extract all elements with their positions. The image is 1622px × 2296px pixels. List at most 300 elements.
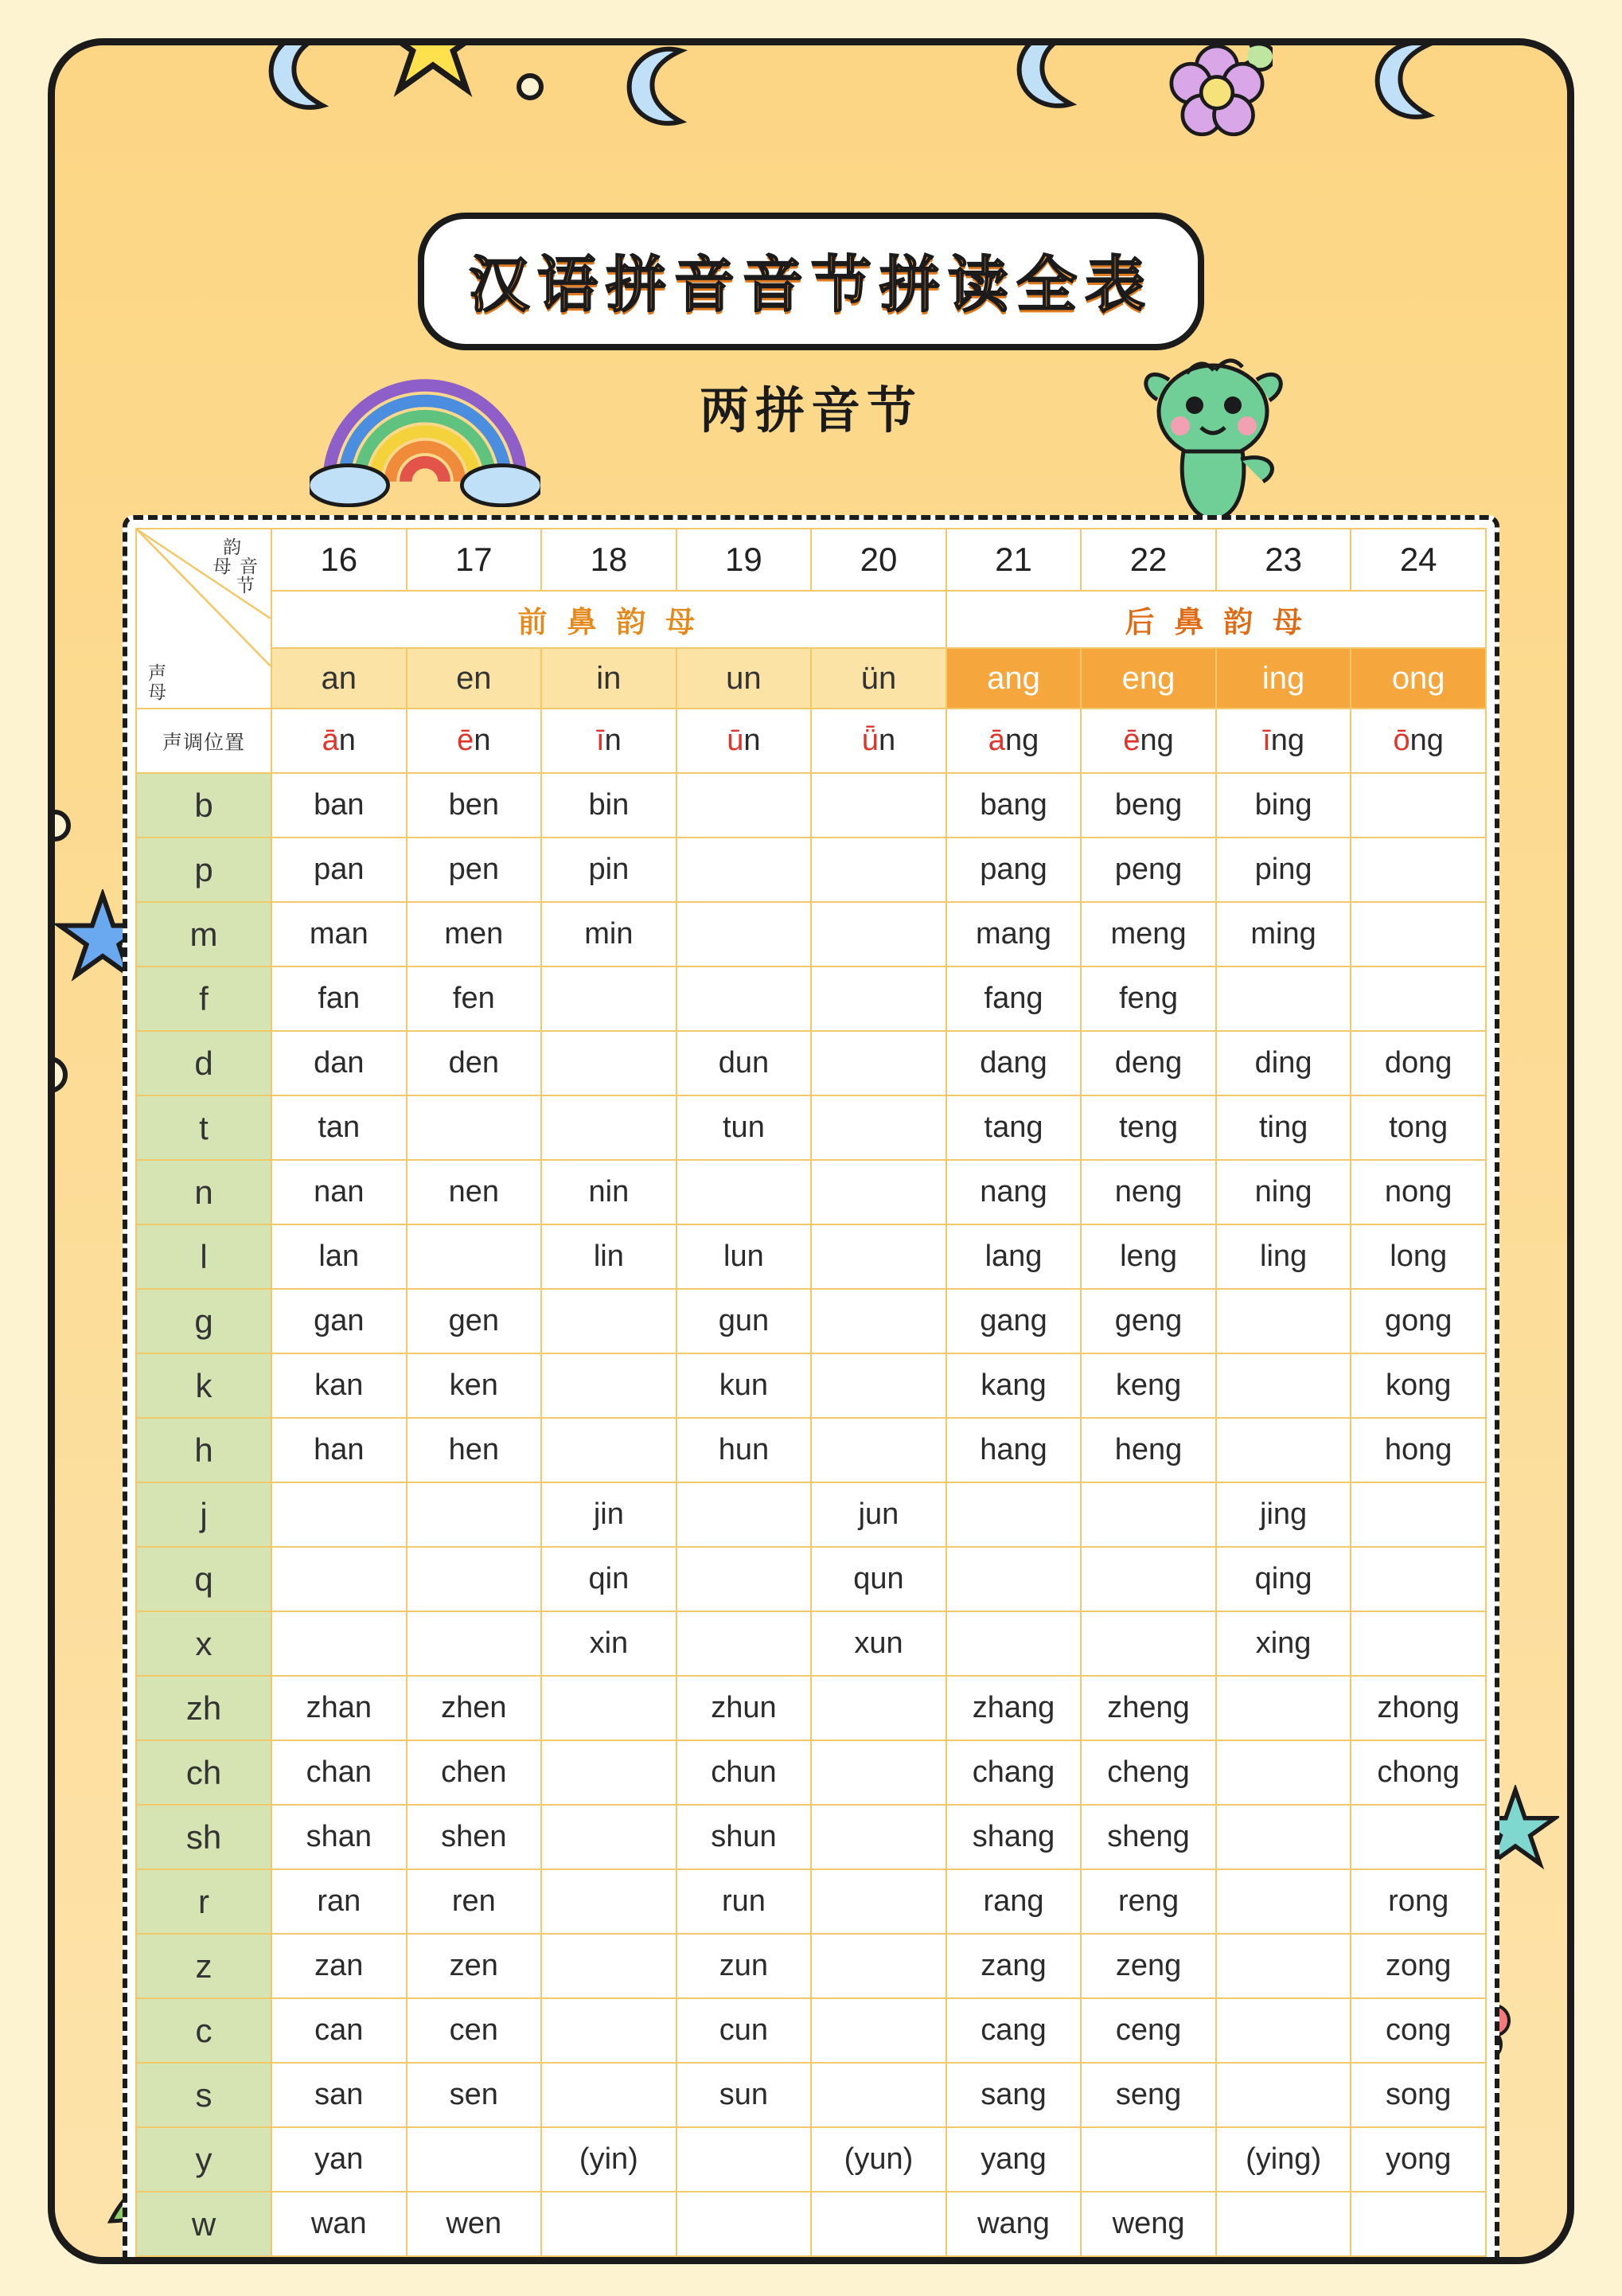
moon-icon [612, 45, 708, 133]
syllable-cell: leng [1081, 1224, 1216, 1289]
syllable-cell: pang [946, 838, 1082, 902]
syllable-cell: zan [271, 1934, 407, 1998]
syllable-cell: sang [946, 2063, 1082, 2127]
syllable-cell: fang [946, 966, 1082, 1031]
table-row [136, 902, 1486, 966]
tone-position-cell: ūn [676, 709, 812, 773]
syllable-cell: can [271, 1998, 407, 2063]
syllable-cell: keng [1081, 1353, 1216, 1418]
syllable-cell-empty [811, 773, 946, 838]
poster-card-inner [55, 45, 1567, 2257]
syllable-cell-empty [1351, 1805, 1486, 1869]
syllable-cell: bang [946, 773, 1082, 838]
syllable-cell: zhun [676, 1676, 812, 1740]
syllable-cell: (yun) [811, 2127, 946, 2192]
syllable-cell: chan [271, 1740, 407, 1805]
syllable-cell-empty [1351, 1482, 1486, 1547]
syllable-cell-empty [811, 1805, 946, 1869]
syllable-cell: beng [1081, 773, 1216, 838]
syllable-cell: yang [946, 2127, 1082, 2192]
syllable-cell: ping [1216, 838, 1351, 902]
syllable-cell-empty [541, 1418, 676, 1482]
initial-cell: p [136, 838, 271, 902]
syllable-cell: wang [946, 2192, 1082, 2256]
syllable-cell: ling [1216, 1224, 1351, 1289]
syllable-cell-empty [1216, 1934, 1351, 1998]
syllable-cell-empty [1351, 2192, 1486, 2256]
final-cell: un [676, 648, 812, 709]
syllable-cell: chang [946, 1740, 1082, 1805]
syllable-cell: rong [1351, 1869, 1486, 1934]
flower-icon [1161, 45, 1273, 141]
syllable-cell: ren [407, 1869, 542, 1934]
syllable-cell: ben [407, 773, 542, 838]
title-block [55, 213, 1567, 442]
syllable-cell: zheng [1081, 1676, 1216, 1740]
dot-decoration [55, 1056, 68, 1093]
initial-cell: w [136, 2192, 271, 2256]
syllable-cell: song [1351, 2063, 1486, 2127]
tone-position-cell: ǖn [811, 709, 946, 773]
table-row [136, 1676, 1486, 1740]
table-row [136, 1418, 1486, 1482]
syllable-cell-empty [1216, 966, 1351, 1031]
initial-cell: sh [136, 1805, 271, 1869]
moon-icon [254, 45, 349, 117]
syllable-cell-empty [541, 1869, 676, 1934]
table-row [136, 1289, 1486, 1353]
syllable-cell-empty [541, 1676, 676, 1740]
syllable-cell: pin [541, 838, 676, 902]
tone-position-cell: ēn [407, 709, 542, 773]
table-row [136, 1353, 1486, 1418]
syllable-cell: ken [407, 1353, 542, 1418]
syllable-cell-empty [1351, 838, 1486, 902]
syllable-cell: zhong [1351, 1676, 1486, 1740]
final-cell: ang [946, 648, 1082, 709]
syllable-cell-empty [1216, 2063, 1351, 2127]
tone-row-label: 声调位置 [136, 709, 271, 773]
syllable-cell: zeng [1081, 1934, 1216, 1998]
syllable-cell: hun [676, 1418, 812, 1482]
table-row [136, 773, 1486, 838]
syllable-cell: dun [676, 1031, 812, 1095]
table-row [136, 1805, 1486, 1869]
final-cell: ing [1216, 648, 1351, 709]
syllable-cell-empty [1216, 1740, 1351, 1805]
syllable-cell-empty [676, 902, 812, 966]
syllable-cell-empty [811, 1998, 946, 2063]
syllable-cell-empty [1081, 1482, 1216, 1547]
syllable-cell-empty [811, 1934, 946, 1998]
column-number: 19 [676, 529, 812, 591]
tone-position-cell: āng [946, 709, 1082, 773]
syllable-cell: pen [407, 838, 542, 902]
table-row [136, 1031, 1486, 1095]
syllable-cell: ting [1216, 1095, 1351, 1160]
syllable-cell: kun [676, 1353, 812, 1418]
initial-cell: x [136, 1611, 271, 1676]
syllable-cell: xin [541, 1611, 676, 1676]
syllable-cell: qing [1216, 1547, 1351, 1611]
syllable-cell: qun [811, 1547, 946, 1611]
syllable-cell-empty [946, 1482, 1082, 1547]
syllable-cell: reng [1081, 1869, 1216, 1934]
syllable-cell: gong [1351, 1289, 1486, 1353]
syllable-cell-empty [946, 1611, 1082, 1676]
syllable-cell-empty [1216, 1353, 1351, 1418]
syllable-cell: hen [407, 1418, 542, 1482]
final-cell: ün [811, 648, 946, 709]
syllable-cell: den [407, 1031, 542, 1095]
initial-cell: j [136, 1482, 271, 1547]
syllable-cell-empty [1216, 1676, 1351, 1740]
final-cell: in [541, 648, 676, 709]
table-row [136, 838, 1486, 902]
initial-cell: h [136, 1418, 271, 1482]
syllable-cell: lin [541, 1224, 676, 1289]
syllable-cell-empty [811, 838, 946, 902]
legend-initial-label: 声 母 [148, 662, 168, 702]
final-group-label: 前 鼻 韵 母 [271, 591, 946, 648]
syllable-cell-empty [811, 1160, 946, 1224]
syllable-cell: hong [1351, 1418, 1486, 1482]
moon-icon [1002, 45, 1098, 115]
syllable-cell-empty [541, 2192, 676, 2256]
initial-cell: ch [136, 1740, 271, 1805]
column-number: 22 [1081, 529, 1216, 591]
initial-cell: r [136, 1869, 271, 1934]
syllable-cell: ming [1216, 902, 1351, 966]
syllable-cell: zhang [946, 1676, 1082, 1740]
legend-final-label: 韵 母 音 节 [212, 537, 259, 596]
syllable-cell-empty [1216, 1418, 1351, 1482]
syllable-cell-empty [407, 1224, 542, 1289]
table-row [136, 2127, 1486, 2192]
syllable-cell: tong [1351, 1095, 1486, 1160]
table-row [136, 1869, 1486, 1934]
syllable-cell-empty [1216, 1805, 1351, 1869]
syllable-cell: zhan [271, 1676, 407, 1740]
page-subtitle: 两拼音节 [699, 381, 922, 439]
table-row [136, 1482, 1486, 1547]
syllable-cell-empty [1081, 1611, 1216, 1676]
syllable-cell-empty [676, 1547, 812, 1611]
final-group-label: 后 鼻 韵 母 [946, 591, 1486, 648]
table-header-finals [136, 648, 1486, 709]
tone-position-cell: ān [271, 709, 407, 773]
syllable-cell: ning [1216, 1160, 1351, 1224]
syllable-cell: zang [946, 1934, 1082, 1998]
initial-cell: zh [136, 1676, 271, 1740]
initial-cell: d [136, 1031, 271, 1095]
final-cell: ong [1351, 648, 1486, 709]
syllable-cell: lan [271, 1224, 407, 1289]
syllable-cell-empty [811, 966, 946, 1031]
initial-cell: m [136, 902, 271, 966]
syllable-cell: zong [1351, 1934, 1486, 1998]
syllable-cell: tan [271, 1095, 407, 1160]
table-row [136, 1934, 1486, 1998]
syllable-cell-empty [811, 2063, 946, 2127]
table-header-numbers [136, 529, 1486, 591]
syllable-cell-empty [676, 838, 812, 902]
syllable-cell: gen [407, 1289, 542, 1353]
column-number: 16 [271, 529, 407, 591]
syllable-cell-empty [1216, 1998, 1351, 2063]
dot-decoration [55, 810, 71, 841]
syllable-cell-empty [541, 1353, 676, 1418]
syllable-cell-empty [811, 1676, 946, 1740]
syllable-cell-empty [811, 1095, 946, 1160]
syllable-cell: tun [676, 1095, 812, 1160]
syllable-cell: nong [1351, 1160, 1486, 1224]
tone-position-cell: ēng [1081, 709, 1216, 773]
syllable-cell: gan [271, 1289, 407, 1353]
syllable-cell-empty [407, 1547, 542, 1611]
final-cell: en [407, 648, 542, 709]
syllable-cell: nan [271, 1160, 407, 1224]
initial-cell: z [136, 1934, 271, 1998]
syllable-cell: geng [1081, 1289, 1216, 1353]
star-icon [373, 45, 493, 101]
syllable-cell: zhen [407, 1676, 542, 1740]
syllable-cell: yan [271, 2127, 407, 2192]
syllable-cell-empty [676, 2192, 812, 2256]
syllable-cell-empty [271, 1611, 407, 1676]
syllable-cell: zun [676, 1934, 812, 1998]
syllable-cell: gang [946, 1289, 1082, 1353]
syllable-cell: neng [1081, 1160, 1216, 1224]
table-row [136, 1095, 1486, 1160]
syllable-cell: nen [407, 1160, 542, 1224]
tone-position-cell: īng [1216, 709, 1351, 773]
initial-cell: n [136, 1160, 271, 1224]
syllable-cell: men [407, 902, 542, 966]
syllable-cell: nin [541, 1160, 676, 1224]
syllable-cell-empty [1351, 966, 1486, 1031]
syllable-cell-empty [1216, 2192, 1351, 2256]
initial-cell: g [136, 1289, 271, 1353]
syllable-cell: chun [676, 1740, 812, 1805]
syllable-cell: shen [407, 1805, 542, 1869]
tone-position-cell: īn [541, 709, 676, 773]
syllable-cell-empty [407, 1095, 542, 1160]
syllable-cell: ceng [1081, 1998, 1216, 2063]
syllable-cell: cang [946, 1998, 1082, 2063]
syllable-cell-empty [676, 966, 812, 1031]
syllable-cell: han [271, 1418, 407, 1482]
syllable-cell: kong [1351, 1353, 1486, 1418]
syllable-cell-empty [271, 1547, 407, 1611]
pinyin-table [135, 528, 1487, 2257]
syllable-cell-empty [1216, 1289, 1351, 1353]
syllable-cell-empty [541, 1031, 676, 1095]
syllable-cell: mang [946, 902, 1082, 966]
table-row [136, 1160, 1486, 1224]
syllable-cell: seng [1081, 2063, 1216, 2127]
syllable-cell-empty [1081, 1547, 1216, 1611]
syllable-cell-empty [1081, 2127, 1216, 2192]
syllable-cell: long [1351, 1224, 1486, 1289]
syllable-cell-empty [811, 1289, 946, 1353]
table-row [136, 2192, 1486, 2256]
syllable-cell-empty [541, 1289, 676, 1353]
syllable-cell: ban [271, 773, 407, 838]
column-number: 18 [541, 529, 676, 591]
syllable-cell-empty [946, 1547, 1082, 1611]
syllable-cell: bin [541, 773, 676, 838]
syllable-cell-empty [676, 773, 812, 838]
final-cell: eng [1081, 648, 1216, 709]
syllable-cell: cun [676, 1998, 812, 2063]
syllable-cell-empty [676, 1611, 812, 1676]
syllable-cell-empty [541, 966, 676, 1031]
table-row [136, 1740, 1486, 1805]
syllable-cell: (yin) [541, 2127, 676, 2192]
syllable-cell-empty [541, 1934, 676, 1998]
syllable-cell: heng [1081, 1418, 1216, 1482]
syllable-cell: shan [271, 1805, 407, 1869]
syllable-cell-empty [1351, 1547, 1486, 1611]
syllable-cell-empty [407, 1482, 542, 1547]
syllable-cell: cheng [1081, 1740, 1216, 1805]
syllable-cell-empty [811, 1224, 946, 1289]
syllable-cell-empty [407, 2127, 542, 2192]
table-row [136, 1224, 1486, 1289]
syllable-cell-empty [1351, 1611, 1486, 1676]
syllable-cell: sun [676, 2063, 812, 2127]
initial-cell: l [136, 1224, 271, 1289]
column-number: 20 [811, 529, 946, 591]
syllable-cell: hang [946, 1418, 1082, 1482]
syllable-cell-empty [541, 1805, 676, 1869]
syllable-cell-empty [541, 1095, 676, 1160]
syllable-cell-empty [811, 1031, 946, 1095]
syllable-cell: xun [811, 1611, 946, 1676]
syllable-cell: deng [1081, 1031, 1216, 1095]
final-cell: an [271, 648, 407, 709]
syllable-cell: lang [946, 1224, 1082, 1289]
initial-cell: t [136, 1095, 271, 1160]
syllable-cell: chen [407, 1740, 542, 1805]
poster-card [48, 38, 1574, 2264]
initial-cell: q [136, 1547, 271, 1611]
syllable-cell-empty [1216, 1869, 1351, 1934]
table-row [136, 966, 1486, 1031]
column-number: 24 [1351, 529, 1486, 591]
syllable-cell: jin [541, 1482, 676, 1547]
syllable-cell: shang [946, 1805, 1082, 1869]
syllable-cell: run [676, 1869, 812, 1934]
syllable-cell: fen [407, 966, 542, 1031]
syllable-cell: jun [811, 1482, 946, 1547]
syllable-cell: dong [1351, 1031, 1486, 1095]
table-row [136, 1611, 1486, 1676]
table-row [136, 2063, 1486, 2127]
syllable-cell: san [271, 2063, 407, 2127]
syllable-cell: cen [407, 1998, 542, 2063]
syllable-cell: sen [407, 2063, 542, 2127]
syllable-cell-empty [541, 2063, 676, 2127]
syllable-cell-empty [407, 1611, 542, 1676]
syllable-cell: man [271, 902, 407, 966]
syllable-cell-empty [541, 1998, 676, 2063]
syllable-cell: (ying) [1216, 2127, 1351, 2192]
syllable-cell-empty [1351, 773, 1486, 838]
table-row [136, 1547, 1486, 1611]
column-number: 17 [407, 529, 542, 591]
syllable-cell-empty [811, 902, 946, 966]
syllable-cell: dang [946, 1031, 1082, 1095]
syllable-cell: sheng [1081, 1805, 1216, 1869]
initial-cell: f [136, 966, 271, 1031]
page-title: 汉语拼音音节拼读全表 [418, 213, 1204, 350]
syllable-cell: cong [1351, 1998, 1486, 2063]
syllable-cell: min [541, 902, 676, 966]
tone-position-cell: ōng [1351, 709, 1486, 773]
table-row [136, 1998, 1486, 2063]
syllable-cell-empty [676, 1482, 812, 1547]
syllable-cell: xing [1216, 1611, 1351, 1676]
syllable-cell: chong [1351, 1740, 1486, 1805]
syllable-cell: nang [946, 1160, 1082, 1224]
dot-decoration [517, 73, 544, 100]
table-header-groups [136, 591, 1486, 648]
syllable-cell: rang [946, 1869, 1082, 1934]
syllable-cell-empty [271, 1482, 407, 1547]
table-header-tones [136, 709, 1486, 773]
column-number: 21 [946, 529, 1082, 591]
syllable-cell: lun [676, 1224, 812, 1289]
syllable-cell: gun [676, 1289, 812, 1353]
syllable-cell: yong [1351, 2127, 1486, 2192]
syllable-cell-empty [811, 1418, 946, 1482]
syllable-cell: zen [407, 1934, 542, 1998]
initial-cell: y [136, 2127, 271, 2192]
syllable-cell: jing [1216, 1482, 1351, 1547]
syllable-cell: feng [1081, 966, 1216, 1031]
syllable-cell-empty [811, 1740, 946, 1805]
syllable-cell: wen [407, 2192, 542, 2256]
syllable-cell: wan [271, 2192, 407, 2256]
syllable-cell: qin [541, 1547, 676, 1611]
syllable-cell-empty [811, 2192, 946, 2256]
initial-cell: k [136, 1353, 271, 1418]
syllable-cell-empty [676, 2127, 812, 2192]
syllable-cell: meng [1081, 902, 1216, 966]
syllable-cell: fan [271, 966, 407, 1031]
moon-icon [1360, 45, 1456, 127]
syllable-cell: kan [271, 1353, 407, 1418]
syllable-cell: shun [676, 1805, 812, 1869]
column-number: 23 [1216, 529, 1351, 591]
syllable-cell: weng [1081, 2192, 1216, 2256]
syllable-cell-empty [811, 1353, 946, 1418]
pinyin-table-container [123, 515, 1499, 2257]
syllable-cell: bing [1216, 773, 1351, 838]
syllable-cell: dan [271, 1031, 407, 1095]
syllable-cell-empty [676, 1160, 812, 1224]
table-corner-legend [136, 529, 271, 709]
syllable-cell: teng [1081, 1095, 1216, 1160]
syllable-cell: ran [271, 1869, 407, 1934]
syllable-cell: ding [1216, 1031, 1351, 1095]
syllable-cell-empty [541, 1740, 676, 1805]
syllable-cell: pan [271, 838, 407, 902]
syllable-cell: tang [946, 1095, 1082, 1160]
syllable-cell: kang [946, 1353, 1082, 1418]
